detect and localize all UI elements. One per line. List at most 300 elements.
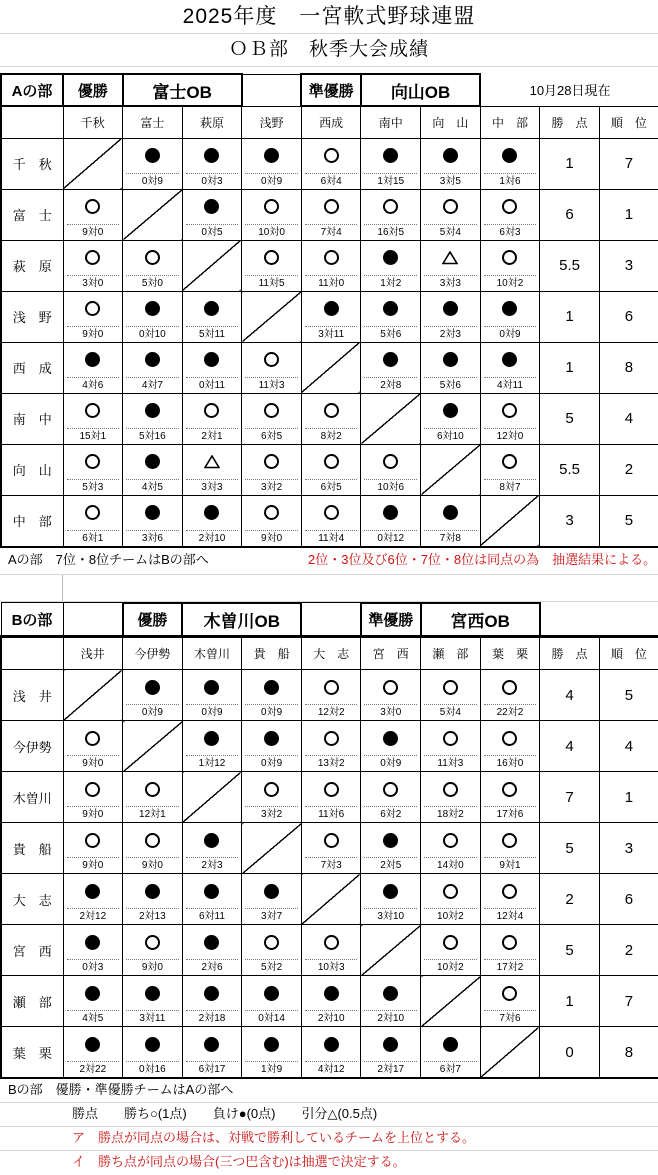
match-cell-content xyxy=(361,721,420,771)
team-row-label: 今伊勢 xyxy=(1,721,63,772)
match-cell-content xyxy=(64,241,123,291)
runnerup-team: 宮西OB xyxy=(421,603,540,637)
match-mark xyxy=(424,874,477,909)
win-mark-icon xyxy=(264,782,279,797)
points-cell: 4 xyxy=(540,721,600,772)
match-mark xyxy=(67,190,120,225)
loss-mark-icon xyxy=(383,301,398,316)
match-cell xyxy=(123,772,183,823)
match-cell-content xyxy=(183,394,242,444)
points-cell: 5.5 xyxy=(540,444,600,495)
match-cell xyxy=(301,189,361,240)
match-mark xyxy=(245,139,298,174)
rank-cell: 6 xyxy=(599,291,658,342)
match-cell-content xyxy=(361,292,420,342)
match-mark xyxy=(186,976,239,1011)
match-score: 2対10 xyxy=(377,1013,405,1024)
match-cell-content xyxy=(421,190,480,240)
match-cell-content xyxy=(481,721,540,771)
match-cell xyxy=(421,874,481,925)
match-cell-content xyxy=(302,241,361,291)
self-diagonal-cell xyxy=(63,670,123,721)
win-mark-icon xyxy=(324,782,339,797)
rank-header: 順 位 xyxy=(599,106,658,138)
match-score: 9対1 xyxy=(499,860,521,871)
loss-mark-icon xyxy=(383,148,398,163)
match-cell-content xyxy=(361,241,420,291)
win-mark-icon xyxy=(502,986,517,1001)
match-mark xyxy=(67,721,120,756)
win-mark-icon xyxy=(85,250,100,265)
match-cell xyxy=(361,721,421,772)
match-mark xyxy=(245,721,298,756)
match-score: 3対7 xyxy=(261,911,283,922)
match-score: 11対5 xyxy=(258,277,285,289)
rank-cell: 4 xyxy=(599,721,658,772)
match-cell-content xyxy=(123,976,182,1026)
match-mark xyxy=(186,1027,239,1062)
points-cell: 5.5 xyxy=(540,240,600,291)
match-score: 5対6 xyxy=(380,328,402,340)
loss-mark-icon xyxy=(443,301,458,316)
match-cell xyxy=(123,342,183,393)
spacer-cell xyxy=(242,74,302,106)
rank-cell: 7 xyxy=(599,138,658,189)
match-cell xyxy=(63,393,123,444)
match-cell-content xyxy=(242,190,301,240)
match-score: 10対3 xyxy=(317,962,345,973)
match-cell xyxy=(63,823,123,874)
match-mark xyxy=(67,343,120,378)
match-cell xyxy=(480,393,540,444)
win-mark-icon xyxy=(324,935,339,950)
match-cell-content xyxy=(123,874,182,924)
match-cell-content xyxy=(183,190,242,240)
match-score: 6対1 xyxy=(82,532,104,544)
match-score: 5対16 xyxy=(139,430,166,442)
champion-team: 木曽川OB xyxy=(182,603,301,637)
win-mark-icon xyxy=(502,199,517,214)
match-score: 0対9 xyxy=(499,328,521,340)
division-a-red-note: 2位・3位及び6位・7位・8位は同点の為 抽選結果による。 xyxy=(308,551,657,567)
match-mark xyxy=(424,772,477,807)
match-mark xyxy=(67,445,120,480)
loss-mark-icon xyxy=(204,833,219,848)
match-score: 8対2 xyxy=(320,430,342,442)
match-cell-content xyxy=(123,241,182,291)
division-a-label: Aの部 xyxy=(1,74,63,106)
loss-mark-icon xyxy=(502,301,517,316)
rank-cell: 5 xyxy=(599,670,658,721)
match-score: 0対14 xyxy=(258,1013,285,1024)
match-mark xyxy=(67,292,120,327)
match-score: 1対9 xyxy=(261,1064,283,1075)
note-a-row xyxy=(0,548,658,575)
opponent-header: 南中 xyxy=(361,106,421,138)
win-mark-icon xyxy=(502,454,517,469)
match-cell-content xyxy=(421,925,480,975)
loss-mark-icon xyxy=(204,148,219,163)
team-row-label: 西 成 xyxy=(1,342,63,393)
match-score: 6対5 xyxy=(261,430,283,442)
match-cell xyxy=(182,823,242,874)
match-score: 6対4 xyxy=(320,175,342,187)
match-cell xyxy=(123,670,183,721)
match-cell-content xyxy=(481,976,540,1026)
match-mark xyxy=(186,394,239,429)
spacer-cell xyxy=(301,603,361,637)
note-b-row xyxy=(0,1079,658,1103)
match-score: 7対4 xyxy=(320,226,342,238)
match-mark xyxy=(424,343,477,378)
match-mark xyxy=(126,292,179,327)
match-mark xyxy=(305,496,358,531)
match-mark xyxy=(67,394,120,429)
match-cell xyxy=(421,925,481,976)
match-cell xyxy=(242,874,302,925)
match-cell-content xyxy=(183,874,242,924)
match-score: 7対3 xyxy=(320,860,342,871)
match-mark xyxy=(186,139,239,174)
match-score: 1対6 xyxy=(499,175,521,187)
match-mark xyxy=(126,139,179,174)
win-mark-icon xyxy=(85,454,100,469)
rank-header: 順 位 xyxy=(599,637,658,670)
team-row-label: 浅 野 xyxy=(1,291,63,342)
match-score: 9対0 xyxy=(141,962,163,973)
win-mark-icon xyxy=(502,782,517,797)
match-cell-content xyxy=(183,496,242,546)
match-mark xyxy=(126,670,179,705)
match-score: 2対17 xyxy=(377,1064,405,1075)
points-cell: 5 xyxy=(540,393,600,444)
match-cell xyxy=(123,240,183,291)
match-score: 3対11 xyxy=(318,328,345,340)
loss-mark-icon xyxy=(204,301,219,316)
match-cell-content xyxy=(302,394,361,444)
match-cell xyxy=(480,342,540,393)
match-cell xyxy=(242,138,302,189)
points-cell: 3 xyxy=(540,495,600,547)
match-mark xyxy=(364,721,417,756)
match-score: 0対3 xyxy=(82,962,104,973)
match-mark xyxy=(126,976,179,1011)
loss-mark-icon xyxy=(145,148,160,163)
match-cell xyxy=(123,138,183,189)
match-cell-content xyxy=(242,721,301,771)
runnerup-label: 準優勝 xyxy=(361,603,421,637)
opponent-header: 貴 船 xyxy=(242,637,302,670)
match-score: 0対9 xyxy=(380,758,402,769)
champion-label: 優勝 xyxy=(63,74,123,106)
rank-cell: 1 xyxy=(599,189,658,240)
opponent-header: 富士 xyxy=(123,106,183,138)
match-cell xyxy=(421,721,481,772)
win-mark-icon xyxy=(383,199,398,214)
match-cell xyxy=(361,240,421,291)
match-cell xyxy=(421,189,481,240)
match-score: 14対0 xyxy=(437,860,464,871)
match-score: 11対4 xyxy=(318,532,345,544)
match-mark xyxy=(484,772,537,807)
match-score: 3対5 xyxy=(439,175,461,187)
match-cell xyxy=(123,1027,183,1079)
points-cell: 1 xyxy=(540,976,600,1027)
champion-label: 優勝 xyxy=(123,603,183,637)
match-cell-content xyxy=(64,190,123,240)
loss-mark-icon xyxy=(264,986,279,1001)
match-cell xyxy=(301,670,361,721)
win-mark-icon xyxy=(264,199,279,214)
win-mark-icon xyxy=(502,731,517,746)
match-cell xyxy=(361,823,421,874)
points-cell: 1 xyxy=(540,342,600,393)
match-cell-content xyxy=(302,670,361,720)
match-cell-content xyxy=(421,721,480,771)
match-score: 6対11 xyxy=(199,911,225,922)
match-mark xyxy=(305,670,358,705)
match-cell xyxy=(301,291,361,342)
corner-cell xyxy=(1,637,63,670)
match-cell xyxy=(182,291,242,342)
match-cell-content xyxy=(242,925,301,975)
match-mark xyxy=(126,823,179,858)
match-cell-content xyxy=(123,343,182,393)
match-score: 0対5 xyxy=(201,226,223,238)
win-mark-icon xyxy=(443,884,458,899)
loss-mark-icon xyxy=(85,884,100,899)
match-score: 2対10 xyxy=(317,1013,345,1024)
match-cell xyxy=(242,495,302,547)
match-cell xyxy=(182,495,242,547)
match-cell-content xyxy=(183,292,242,342)
match-mark xyxy=(484,241,537,276)
loss-mark-icon xyxy=(145,403,160,418)
match-cell-content xyxy=(64,925,123,975)
match-cell-content xyxy=(421,496,480,546)
points-cell: 7 xyxy=(540,772,600,823)
loss-mark-icon xyxy=(443,403,458,418)
match-mark xyxy=(186,925,239,960)
match-score: 17対6 xyxy=(496,809,524,820)
match-mark xyxy=(305,1027,358,1062)
match-cell xyxy=(361,772,421,823)
match-cell-content xyxy=(481,445,540,495)
match-cell xyxy=(361,138,421,189)
loss-mark-icon xyxy=(145,301,160,316)
loss-mark-icon xyxy=(443,148,458,163)
match-cell-content xyxy=(361,823,420,873)
match-mark xyxy=(484,292,537,327)
loss-mark-icon xyxy=(264,731,279,746)
match-mark xyxy=(364,496,417,531)
match-cell xyxy=(123,823,183,874)
division-a-note: Aの部 7位・8位チームはBの部へ xyxy=(8,551,209,567)
match-cell xyxy=(242,189,302,240)
division-b-table xyxy=(0,602,658,1080)
win-mark-icon xyxy=(443,782,458,797)
page-subtitle: ＯＢ部 秋季大会成績 xyxy=(0,34,658,67)
loss-mark-icon xyxy=(85,935,100,950)
match-cell xyxy=(123,393,183,444)
points-cell: 2 xyxy=(540,874,600,925)
match-mark xyxy=(424,496,477,531)
match-cell xyxy=(242,342,302,393)
match-score: 16対5 xyxy=(377,226,405,238)
match-cell-content xyxy=(302,772,361,822)
match-cell-content xyxy=(242,139,301,189)
match-cell-content xyxy=(421,292,480,342)
points-cell: 1 xyxy=(540,291,600,342)
match-mark xyxy=(245,874,298,909)
match-cell-content xyxy=(64,823,123,873)
win-mark-icon xyxy=(324,680,339,695)
match-score: 5対3 xyxy=(82,481,104,493)
match-cell xyxy=(242,670,302,721)
match-cell xyxy=(182,342,242,393)
loss-mark-icon xyxy=(145,986,160,1001)
match-cell xyxy=(421,670,481,721)
match-score: 11対3 xyxy=(258,379,285,391)
opponent-header: 木曽川 xyxy=(182,637,242,670)
match-mark xyxy=(364,292,417,327)
loss-mark-icon xyxy=(204,352,219,367)
win-mark-icon xyxy=(264,352,279,367)
opponent-header: 大 志 xyxy=(301,637,361,670)
match-mark xyxy=(245,343,298,378)
win-mark-icon xyxy=(85,782,100,797)
match-score: 3対0 xyxy=(380,707,402,718)
match-cell-content xyxy=(421,772,480,822)
loss-mark-icon xyxy=(264,1037,279,1052)
match-cell-content xyxy=(481,292,540,342)
win-mark-icon xyxy=(264,935,279,950)
loss-mark-icon xyxy=(85,352,100,367)
match-cell-content xyxy=(481,241,540,291)
match-cell xyxy=(361,874,421,925)
match-mark xyxy=(126,394,179,429)
match-mark xyxy=(186,496,239,531)
match-cell-content xyxy=(64,496,123,546)
match-cell-content xyxy=(481,925,540,975)
rank-cell: 6 xyxy=(599,874,658,925)
win-mark-icon xyxy=(324,505,339,520)
match-cell-content xyxy=(361,976,420,1026)
match-score: 3対6 xyxy=(141,532,163,544)
loss-mark-icon xyxy=(443,352,458,367)
match-cell xyxy=(301,138,361,189)
match-mark xyxy=(424,925,477,960)
tiebreak-note-a-row xyxy=(0,1127,658,1151)
match-cell xyxy=(123,495,183,547)
match-cell-content xyxy=(123,772,182,822)
match-score: 1対15 xyxy=(377,175,405,187)
match-cell-content xyxy=(183,925,242,975)
match-cell-content xyxy=(242,874,301,924)
rank-cell: 7 xyxy=(599,976,658,1027)
match-mark xyxy=(364,976,417,1011)
match-mark xyxy=(484,190,537,225)
match-cell xyxy=(63,976,123,1027)
match-cell xyxy=(361,189,421,240)
match-cell-content xyxy=(183,670,242,720)
loss-mark-icon xyxy=(204,986,219,1001)
match-score: 1対12 xyxy=(198,758,226,769)
match-score: 5対4 xyxy=(439,707,461,718)
gap-row xyxy=(0,575,658,602)
match-mark xyxy=(305,190,358,225)
win-mark-icon xyxy=(443,199,458,214)
match-cell xyxy=(361,342,421,393)
match-cell-content xyxy=(421,394,480,444)
match-cell xyxy=(301,240,361,291)
match-mark xyxy=(126,925,179,960)
match-score: 9対0 xyxy=(141,860,163,871)
draw-mark-icon xyxy=(442,251,458,265)
match-cell-content xyxy=(64,874,123,924)
match-mark xyxy=(484,874,537,909)
points-legend: 勝点 勝ち○(1点) 負け●(0点) 引分△(0.5点) xyxy=(72,1106,378,1121)
points-header: 勝 点 xyxy=(540,637,600,670)
win-mark-icon xyxy=(324,454,339,469)
match-cell-content xyxy=(302,925,361,975)
match-score: 0対9 xyxy=(141,175,163,187)
win-mark-icon xyxy=(264,403,279,418)
match-mark xyxy=(245,190,298,225)
match-score: 2対5 xyxy=(380,860,402,871)
match-mark xyxy=(484,445,537,480)
loss-mark-icon xyxy=(443,505,458,520)
match-cell xyxy=(421,291,481,342)
loss-mark-icon xyxy=(383,833,398,848)
match-cell-content xyxy=(242,394,301,444)
match-score: 10対2 xyxy=(437,962,464,973)
match-score: 0対11 xyxy=(199,379,225,391)
match-cell-content xyxy=(64,394,123,444)
division-b-note: Bの部 優勝・準優勝チームはAの部へ xyxy=(8,1082,234,1097)
match-mark xyxy=(305,823,358,858)
win-mark-icon xyxy=(264,250,279,265)
match-mark xyxy=(484,823,537,858)
match-score: 18対2 xyxy=(437,809,464,820)
match-score: 0対9 xyxy=(261,758,283,769)
match-score: 9対0 xyxy=(82,860,104,871)
match-mark xyxy=(186,823,239,858)
match-cell-content xyxy=(302,976,361,1026)
match-score: 6対5 xyxy=(320,481,342,493)
match-score: 9対0 xyxy=(261,532,283,544)
match-score: 15対1 xyxy=(79,430,107,442)
match-cell-content xyxy=(302,139,361,189)
match-cell-content xyxy=(302,292,361,342)
match-cell-content xyxy=(64,976,123,1026)
match-score: 9対0 xyxy=(82,809,104,820)
match-cell-content xyxy=(183,823,242,873)
match-cell-content xyxy=(183,1027,242,1077)
opponent-header: 萩原 xyxy=(182,106,242,138)
match-score: 2対3 xyxy=(439,328,461,340)
match-mark xyxy=(424,670,477,705)
match-mark xyxy=(484,670,537,705)
match-cell-content xyxy=(361,496,420,546)
match-cell xyxy=(361,291,421,342)
match-mark xyxy=(245,496,298,531)
match-cell-content xyxy=(302,1027,361,1077)
match-cell-content xyxy=(421,874,480,924)
match-mark xyxy=(67,925,120,960)
self-diagonal-cell xyxy=(361,925,421,976)
loss-mark-icon xyxy=(383,731,398,746)
